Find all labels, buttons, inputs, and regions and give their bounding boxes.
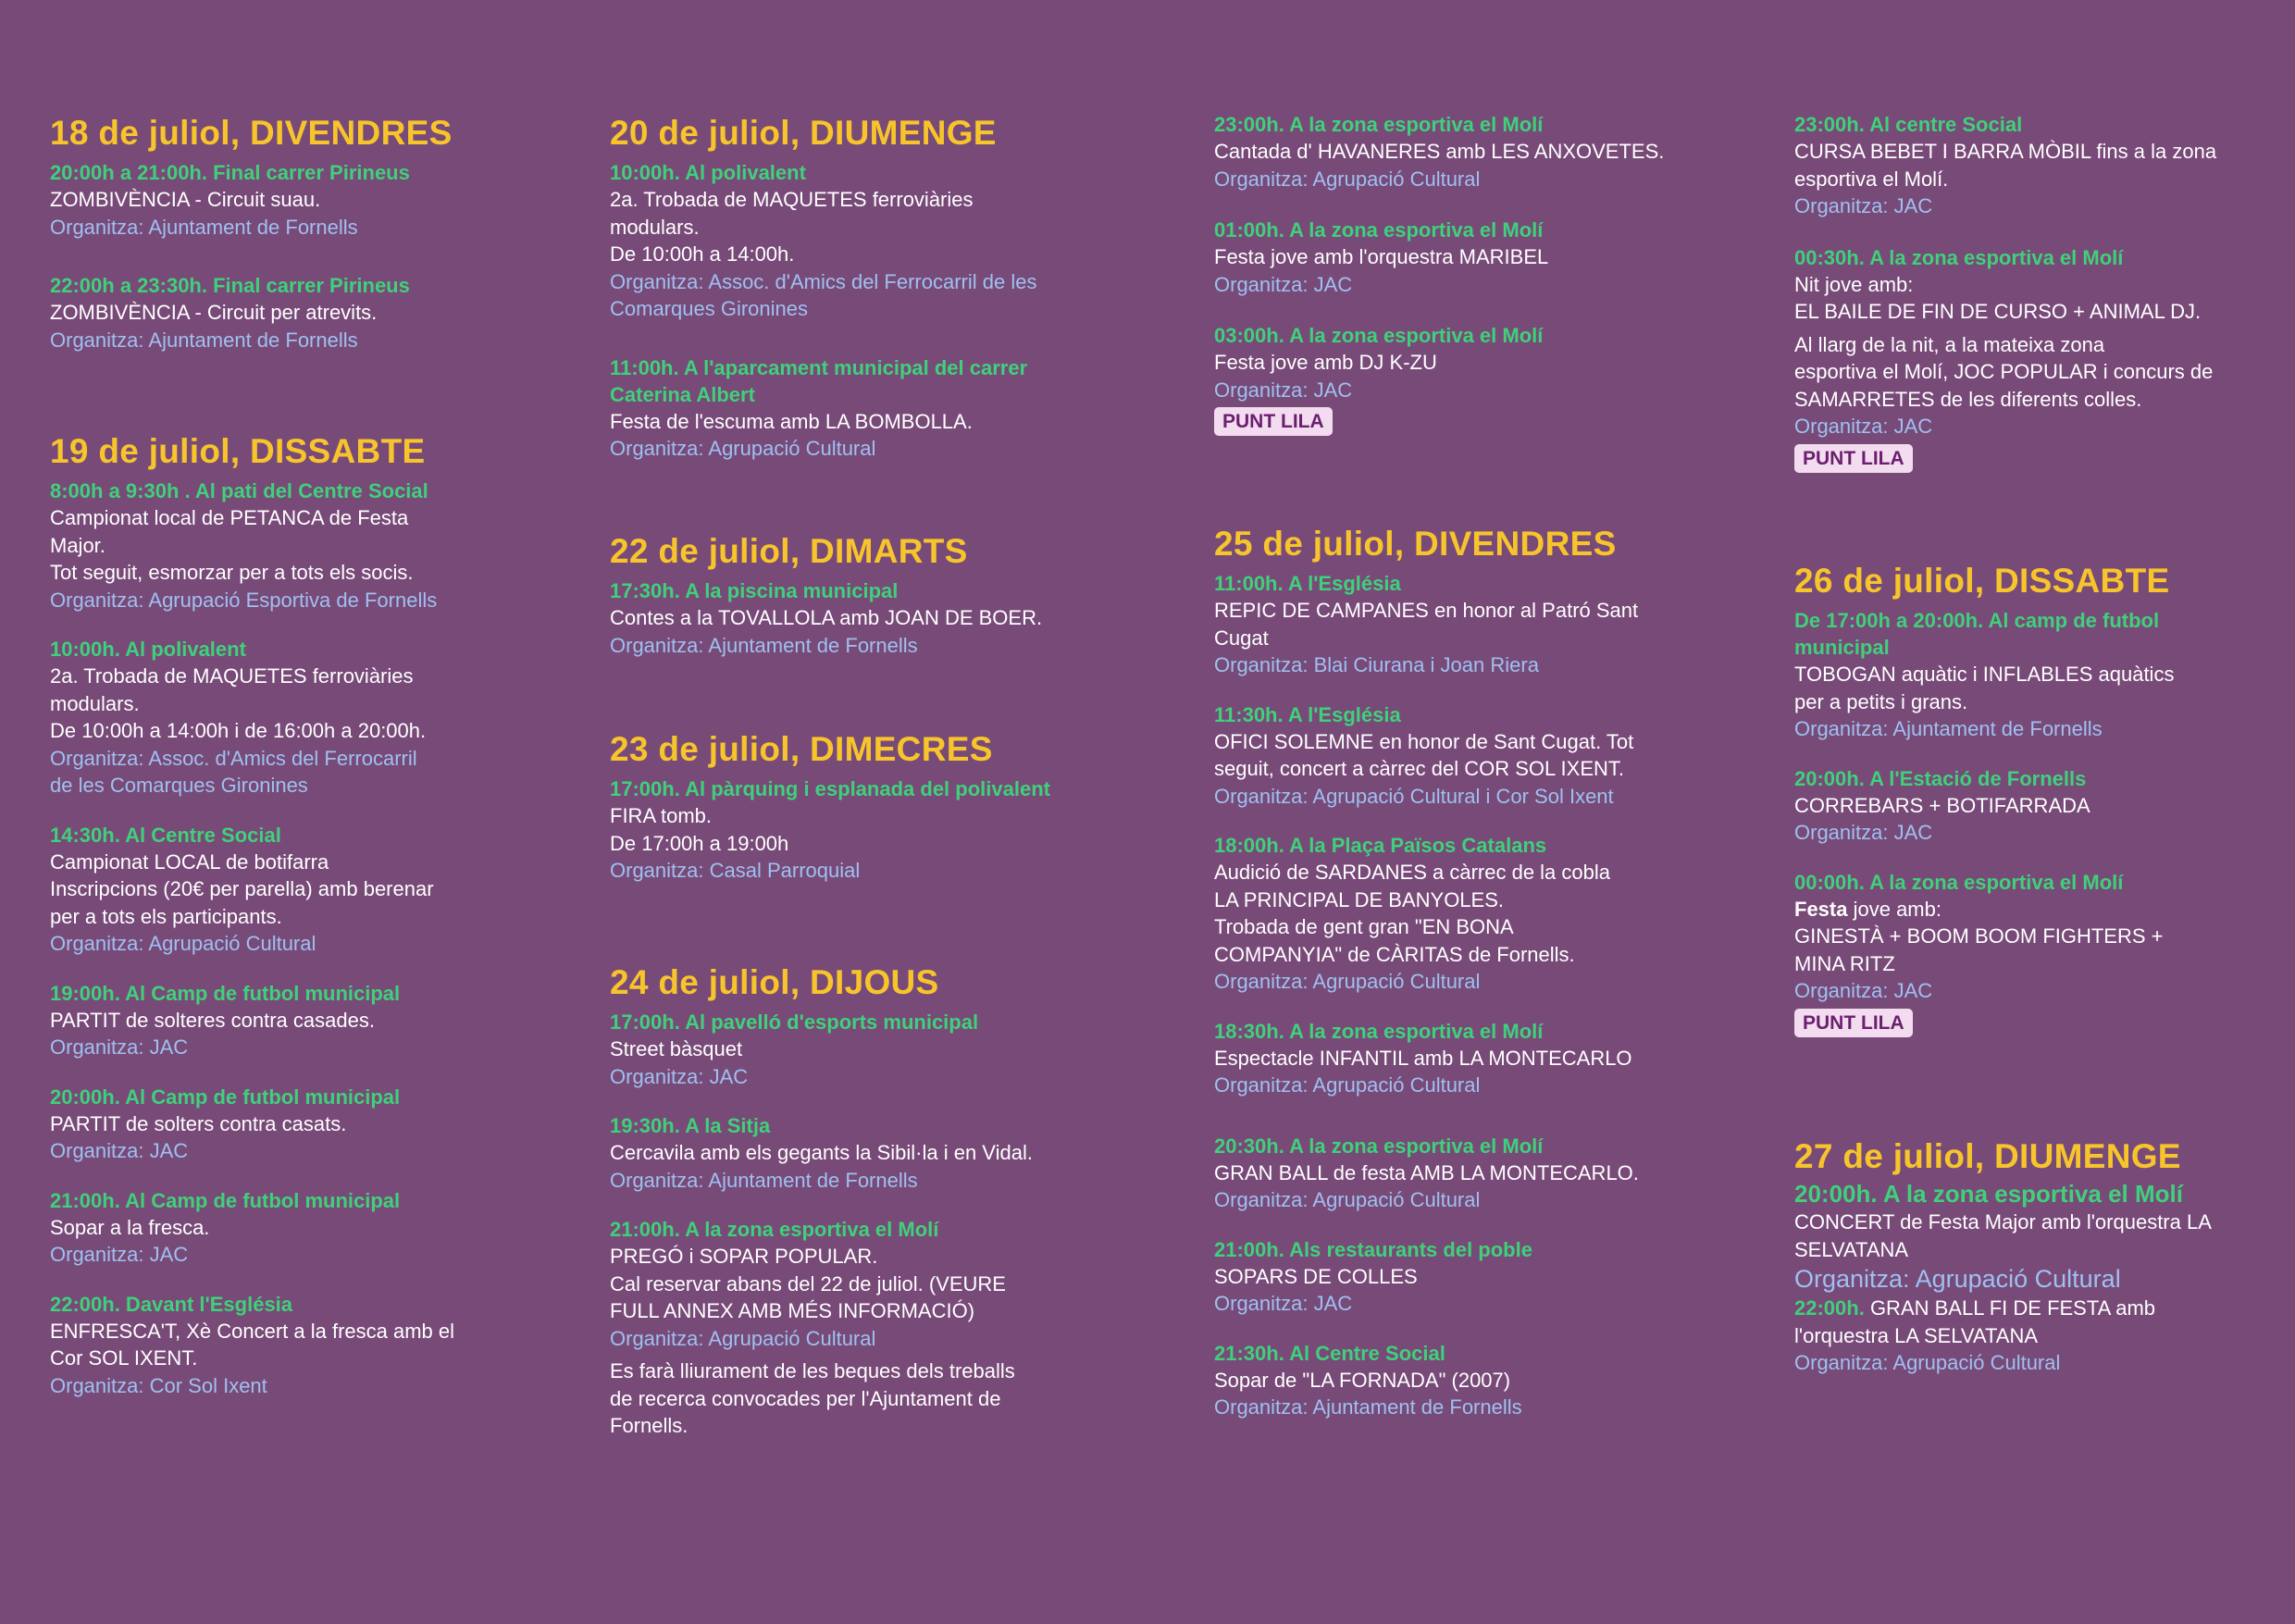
event-organizer: Organitza: Casal Parroquial xyxy=(610,859,861,882)
event-text: Cercavila amb els gegants la Sibil·la i en Vidal. xyxy=(610,1141,1033,1164)
event-organizer: Organitza: Agrupació Cultural xyxy=(1214,1188,1481,1211)
event-time: 21:00h. Als restaurants del poble xyxy=(1214,1237,1532,1261)
event-text: Inscripcions (20€ per parella) amb berenar xyxy=(50,877,434,900)
event-organizer: Organitza: Agrupació Cultural xyxy=(1794,1351,2061,1374)
event-text: COMPANYIA" de CÀRITAS de Fornells. xyxy=(1214,942,1575,966)
event xyxy=(610,159,1128,323)
event-organizer: Organitza: Ajuntament de Fornells xyxy=(50,215,358,239)
event xyxy=(1794,1179,2295,1295)
day-24 xyxy=(610,962,1128,1440)
event xyxy=(1214,832,1732,996)
note-line: de recerca convocades per l'Ajuntament de xyxy=(610,1386,1001,1410)
event xyxy=(1214,322,1732,436)
event-organizer: Organitza: Cor Sol Ixent xyxy=(50,1373,267,1397)
day-heading: 25 de juliol, DIVENDRES xyxy=(1214,525,1617,563)
event-organizer: Organitza: JAC xyxy=(50,1243,189,1266)
event-organizer: Organitza: JAC xyxy=(1214,272,1353,296)
day-27 xyxy=(1794,1136,2295,1377)
event xyxy=(50,477,568,614)
event xyxy=(1794,244,2295,473)
day-heading: 18 de juliol, DIVENDRES xyxy=(50,114,453,152)
day-heading: 23 de juliol, DIMECRES xyxy=(610,730,993,768)
event-organizer: Organitza: JAC xyxy=(1214,1292,1353,1315)
event-text: PARTIT de solteres contra casades. xyxy=(50,1008,375,1032)
event-organizer: Organitza: Ajuntament de Fornells xyxy=(50,328,358,352)
event-text: Major. xyxy=(50,533,105,557)
day-18 xyxy=(50,113,568,353)
event-time: 11:00h. A l'Església xyxy=(1214,572,1401,595)
event-text: modulars. xyxy=(50,691,140,715)
event-time: 21:30h. Al Centre Social xyxy=(1214,1341,1445,1365)
day-19 xyxy=(50,431,568,1399)
event xyxy=(610,775,1128,885)
event-text: GRAN BALL de festa AMB LA MONTECARLO. xyxy=(1214,1160,1639,1184)
event-organizer: Organitza: Agrupació Cultural xyxy=(610,437,876,460)
event-text: Campionat local de PETANCA de Festa xyxy=(50,506,409,529)
day-25 xyxy=(1214,524,1732,1421)
event-time: 14:30h. Al Centre Social xyxy=(50,823,281,847)
event-time: 03:00h. A la zona esportiva el Molí xyxy=(1214,324,1544,347)
event-text: Cal reservar abans del 22 de juliol. (VEURE xyxy=(610,1271,1006,1295)
event xyxy=(610,354,1128,463)
event-time: 00:00h. A la zona esportiva el Molí xyxy=(1794,870,2124,894)
event-text: MINA RITZ xyxy=(1794,951,1895,975)
event-note xyxy=(610,1357,1128,1440)
event-text-rest: GRAN BALL FI DE FESTA amb xyxy=(1864,1296,2156,1320)
event-time: 20:00h. Al Camp de futbol municipal xyxy=(50,1085,401,1109)
event-time: 23:00h. Al centre Social xyxy=(1794,113,2023,136)
day-23 xyxy=(610,729,1128,885)
note-line: Al llarg de la nit, a la mateixa zona xyxy=(1794,332,2105,356)
event xyxy=(1214,1340,1732,1421)
event-time: 01:00h. A la zona esportiva el Molí xyxy=(1214,218,1544,242)
punt-lila-badge: PUNT LILA xyxy=(1794,444,1913,473)
event-organizer: Organitza: Assoc. d'Amics del Ferrocarril xyxy=(50,746,417,770)
event-time: 10:00h. Al polivalent xyxy=(610,161,806,184)
event-text: Espectacle INFANTIL amb LA MONTECARLO xyxy=(1214,1046,1632,1070)
event-text: LA PRINCIPAL DE BANYOLES. xyxy=(1214,887,1505,911)
event-time: 20:00h. A la zona esportiva el Molí xyxy=(1794,1180,2183,1208)
event-time: 11:30h. A l'Església xyxy=(1214,702,1401,726)
event-text: GINESTÀ + BOOM BOOM FIGHTERS + xyxy=(1794,924,2164,948)
event xyxy=(1794,1295,2295,1377)
event-text: De 10:00h a 14:00h. xyxy=(610,242,795,266)
event-time: 22:00h. xyxy=(1794,1296,1865,1320)
event-text: OFICI SOLEMNE en honor de Sant Cugat. Tot xyxy=(1214,729,1634,753)
event-organizer: Organitza: JAC xyxy=(1214,378,1353,402)
event-text: Cor SOL IXENT. xyxy=(50,1346,198,1370)
event-text-bold: Festa xyxy=(1794,897,1848,921)
event-text: Nit jove amb: xyxy=(1794,272,1914,296)
event xyxy=(1214,701,1732,811)
event-time: De 17:00h a 20:00h. Al camp de futbol xyxy=(1794,609,2160,632)
event-text: ZOMBIVÈNCIA - Circuit suau. xyxy=(50,188,321,211)
event-organizer: Organitza: Ajuntament de Fornells xyxy=(1794,717,2103,740)
event-time: 00:30h. A la zona esportiva el Molí xyxy=(1794,245,2124,269)
event-organizer: Organitza: JAC xyxy=(1794,415,1933,438)
event-organizer: Organitza: Agrupació Cultural xyxy=(50,932,316,955)
event-organizer: Organitza: JAC xyxy=(1794,821,1933,844)
event xyxy=(610,1009,1128,1090)
event-text: per a petits i grans. xyxy=(1794,689,1968,713)
event xyxy=(1794,111,2295,220)
event-text: SELVATANA xyxy=(1794,1237,1909,1261)
event-text: Tot seguit, esmorzar per a tots els socis. xyxy=(50,561,414,584)
event-organizer: Organitza: JAC xyxy=(50,1035,189,1059)
event-time: 23:00h. A la zona esportiva el Molí xyxy=(1214,113,1544,136)
day-heading: 19 de juliol, DISSABTE xyxy=(50,432,426,470)
event xyxy=(50,980,568,1061)
event-organizer: Organitza: Agrupació Esportiva de Fornells xyxy=(50,588,438,612)
event-organizer: Organitza: JAC xyxy=(610,1064,749,1088)
day-heading: 27 de juliol, DIUMENGE xyxy=(1794,1137,2181,1175)
event-text: ENFRESCA'T, Xè Concert a la fresca amb el xyxy=(50,1319,455,1343)
event-text: l'orquestra LA SELVATANA xyxy=(1794,1323,2039,1347)
event-text xyxy=(1794,1295,2295,1322)
event xyxy=(1214,1133,1732,1214)
event-text: Festa jove amb l'orquestra MARIBEL xyxy=(1214,245,1549,268)
event-text: 2a. Trobada de MAQUETES ferroviàries xyxy=(50,664,414,688)
event-organizer: Comarques Gironines xyxy=(610,297,808,320)
day-heading: 26 de juliol, DISSABTE xyxy=(1794,562,2170,600)
event-time: 8:00h a 9:30h . Al pati del Centre Social xyxy=(50,479,428,502)
event-text: Sopar a la fresca. xyxy=(50,1215,210,1239)
event-text: Campionat LOCAL de botifarra xyxy=(50,849,329,874)
note-line: esportiva el Molí, JOC POPULAR i concurs de xyxy=(1794,360,2214,383)
day-20 xyxy=(610,113,1128,463)
event-time: 19:00h. Al Camp de futbol municipal xyxy=(50,981,401,1005)
event-note xyxy=(1794,331,2295,414)
event-time: 18:00h. A la Plaça Països Catalans xyxy=(1214,834,1547,857)
event-text: CURSA BEBET I BARRA MÒBIL fins a la zona xyxy=(1794,140,2217,163)
event-time: 10:00h. Al polivalent xyxy=(50,638,246,661)
event xyxy=(1214,111,1732,192)
event xyxy=(1214,1018,1732,1099)
event-text: Cugat xyxy=(1214,626,1269,650)
event-text: De 10:00h a 14:00h i de 16:00h a 20:00h. xyxy=(50,719,427,742)
day-24-continued xyxy=(1214,111,1732,436)
event xyxy=(50,272,568,353)
event-text: ZOMBIVÈNCIA - Circuit per atrevits. xyxy=(50,301,378,324)
event-time: 17:00h. Al pàrquing i esplanada del polivalent xyxy=(610,777,1050,800)
event xyxy=(50,1291,568,1400)
event-time: 20:00h a 21:00h. Final carrer Pirineus xyxy=(50,161,410,184)
event-organizer: Organitza: JAC xyxy=(1794,194,1933,217)
event-time: 17:00h. Al pavelló d'esports municipal xyxy=(610,1010,979,1034)
event-text: Trobada de gent gran "EN BONA xyxy=(1214,915,1514,938)
day-26 xyxy=(1794,561,2295,1037)
event-time: 20:30h. A la zona esportiva el Molí xyxy=(1214,1134,1544,1158)
event-text: PREGÓ i SOPAR POPULAR. xyxy=(610,1245,878,1268)
note-line: SAMARRETES de les diferents colles. xyxy=(1794,387,2142,411)
event xyxy=(610,1216,1128,1440)
event-text: Cantada d' HAVANERES amb LES ANXOVETES. xyxy=(1214,140,1665,163)
event-time: 22:00h. Davant l'Església xyxy=(50,1292,293,1316)
note-line: Fornells. xyxy=(610,1414,688,1437)
event-text-rest: jove amb: xyxy=(1847,897,1941,921)
event-time: 22:00h a 23:30h. Final carrer Pirineus xyxy=(50,274,410,297)
event-organizer: Organitza: Agrupació Cultural xyxy=(1214,167,1481,191)
day-heading: 22 de juliol, DIMARTS xyxy=(610,532,968,570)
event xyxy=(610,1112,1128,1194)
event-text: PARTIT de solters contra casats. xyxy=(50,1111,347,1135)
event-text: seguit, concert a càrrec del COR SOL IXENT. xyxy=(1214,757,1625,780)
event xyxy=(610,577,1128,659)
event-time: Caterina Albert xyxy=(610,382,755,406)
event xyxy=(50,159,568,241)
event-text: Street bàsquet xyxy=(610,1037,743,1060)
event-time: 21:00h. Al Camp de futbol municipal xyxy=(50,1188,401,1212)
event-organizer: Organitza: Blai Ciurana i Joan Riera xyxy=(1214,653,1539,676)
note-line: Es farà lliurament de les beques dels treballs xyxy=(610,1359,1015,1382)
event xyxy=(1794,765,2295,847)
punt-lila-badge: PUNT LILA xyxy=(1214,407,1333,436)
event-organizer: Organitza: Ajuntament de Fornells xyxy=(610,1168,918,1192)
event xyxy=(1794,869,2295,1037)
event xyxy=(50,1084,568,1165)
day-heading: 24 de juliol, DIJOUS xyxy=(610,963,939,1001)
event-text: esportiva el Molí. xyxy=(1794,167,1949,191)
day-heading: 20 de juliol, DIUMENGE xyxy=(610,114,997,152)
event-organizer: Organitza: Agrupació Cultural xyxy=(1214,1073,1481,1097)
event-organizer: Organitza: Ajuntament de Fornells xyxy=(610,633,918,657)
event-text: De 17:00h a 19:00h xyxy=(610,831,789,855)
event xyxy=(50,822,568,958)
event-time: 20:00h. A l'Estació de Fornells xyxy=(1794,766,2087,790)
event-time: 17:30h. A la piscina municipal xyxy=(610,579,899,602)
event-text: Sopar de "LA FORNADA" (2007) xyxy=(1214,1368,1511,1392)
event-text: Audició de SARDANES a càrrec de la cobla xyxy=(1214,861,1610,884)
day-25-continued xyxy=(1794,111,2295,473)
event-time: 18:30h. A la zona esportiva el Molí xyxy=(1214,1019,1544,1043)
event-time: 21:00h. A la zona esportiva el Molí xyxy=(610,1218,939,1241)
event xyxy=(1214,1236,1732,1318)
day-22 xyxy=(610,531,1128,659)
event-organizer: Organitza: JAC xyxy=(50,1139,189,1162)
event-text: FULL ANNEX AMB MÉS INFORMACIÓ) xyxy=(610,1299,975,1322)
event xyxy=(50,1187,568,1269)
event xyxy=(1794,607,2295,743)
event-text: SOPARS DE COLLES xyxy=(1214,1264,1418,1288)
event-text: REPIC DE CAMPANES en honor al Patró Sant xyxy=(1214,599,1639,622)
event-text: EL BAILE DE FIN DE CURSO + ANIMAL DJ. xyxy=(1794,300,2202,323)
event xyxy=(1214,217,1732,298)
event-text: modulars. xyxy=(610,215,700,239)
event-text: FIRA tomb. xyxy=(610,804,713,827)
event-organizer: Organitza: Ajuntament de Fornells xyxy=(1214,1395,1522,1419)
event-organizer: Organitza: Agrupació Cultural i Cor Sol Ixent xyxy=(1214,784,1614,808)
event-text: per a tots els participants. xyxy=(50,904,282,928)
event-time: 11:00h. A l'aparcament municipal del carrer xyxy=(610,355,1028,379)
event-text: 2a. Trobada de MAQUETES ferroviàries xyxy=(610,188,974,211)
event-text: CONCERT de Festa Major amb l'orquestra LA xyxy=(1794,1210,2212,1233)
event xyxy=(50,636,568,800)
punt-lila-badge: PUNT LILA xyxy=(1794,1009,1913,1037)
event-organizer: Organitza: JAC xyxy=(1794,979,1933,1002)
event-organizer: Organitza: Agrupació Cultural xyxy=(610,1326,876,1350)
event-text: Festa jove amb DJ K-ZU xyxy=(1214,351,1437,374)
event-text: Festa de l'escuma amb LA BOMBOLLA. xyxy=(610,409,973,433)
event-text: CORREBARS + BOTIFARRADA xyxy=(1794,793,2090,817)
event-text: Contes a la TOVALLOLA amb JOAN DE BOER. xyxy=(610,606,1043,629)
event xyxy=(1214,570,1732,679)
event-organizer: de les Comarques Gironines xyxy=(50,774,308,797)
event-time: 19:30h. A la Sitja xyxy=(610,1114,771,1137)
event-text xyxy=(1794,896,2295,924)
event-organizer: Organitza: Agrupació Cultural xyxy=(1794,1265,2121,1293)
event-time: municipal xyxy=(1794,636,1890,659)
event-organizer: Organitza: Agrupació Cultural xyxy=(1214,970,1481,993)
event-organizer: Organitza: Assoc. d'Amics del Ferrocarril de les xyxy=(610,269,1037,293)
event-text: TOBOGAN aquàtic i INFLABLES aquàtics xyxy=(1794,663,2175,686)
